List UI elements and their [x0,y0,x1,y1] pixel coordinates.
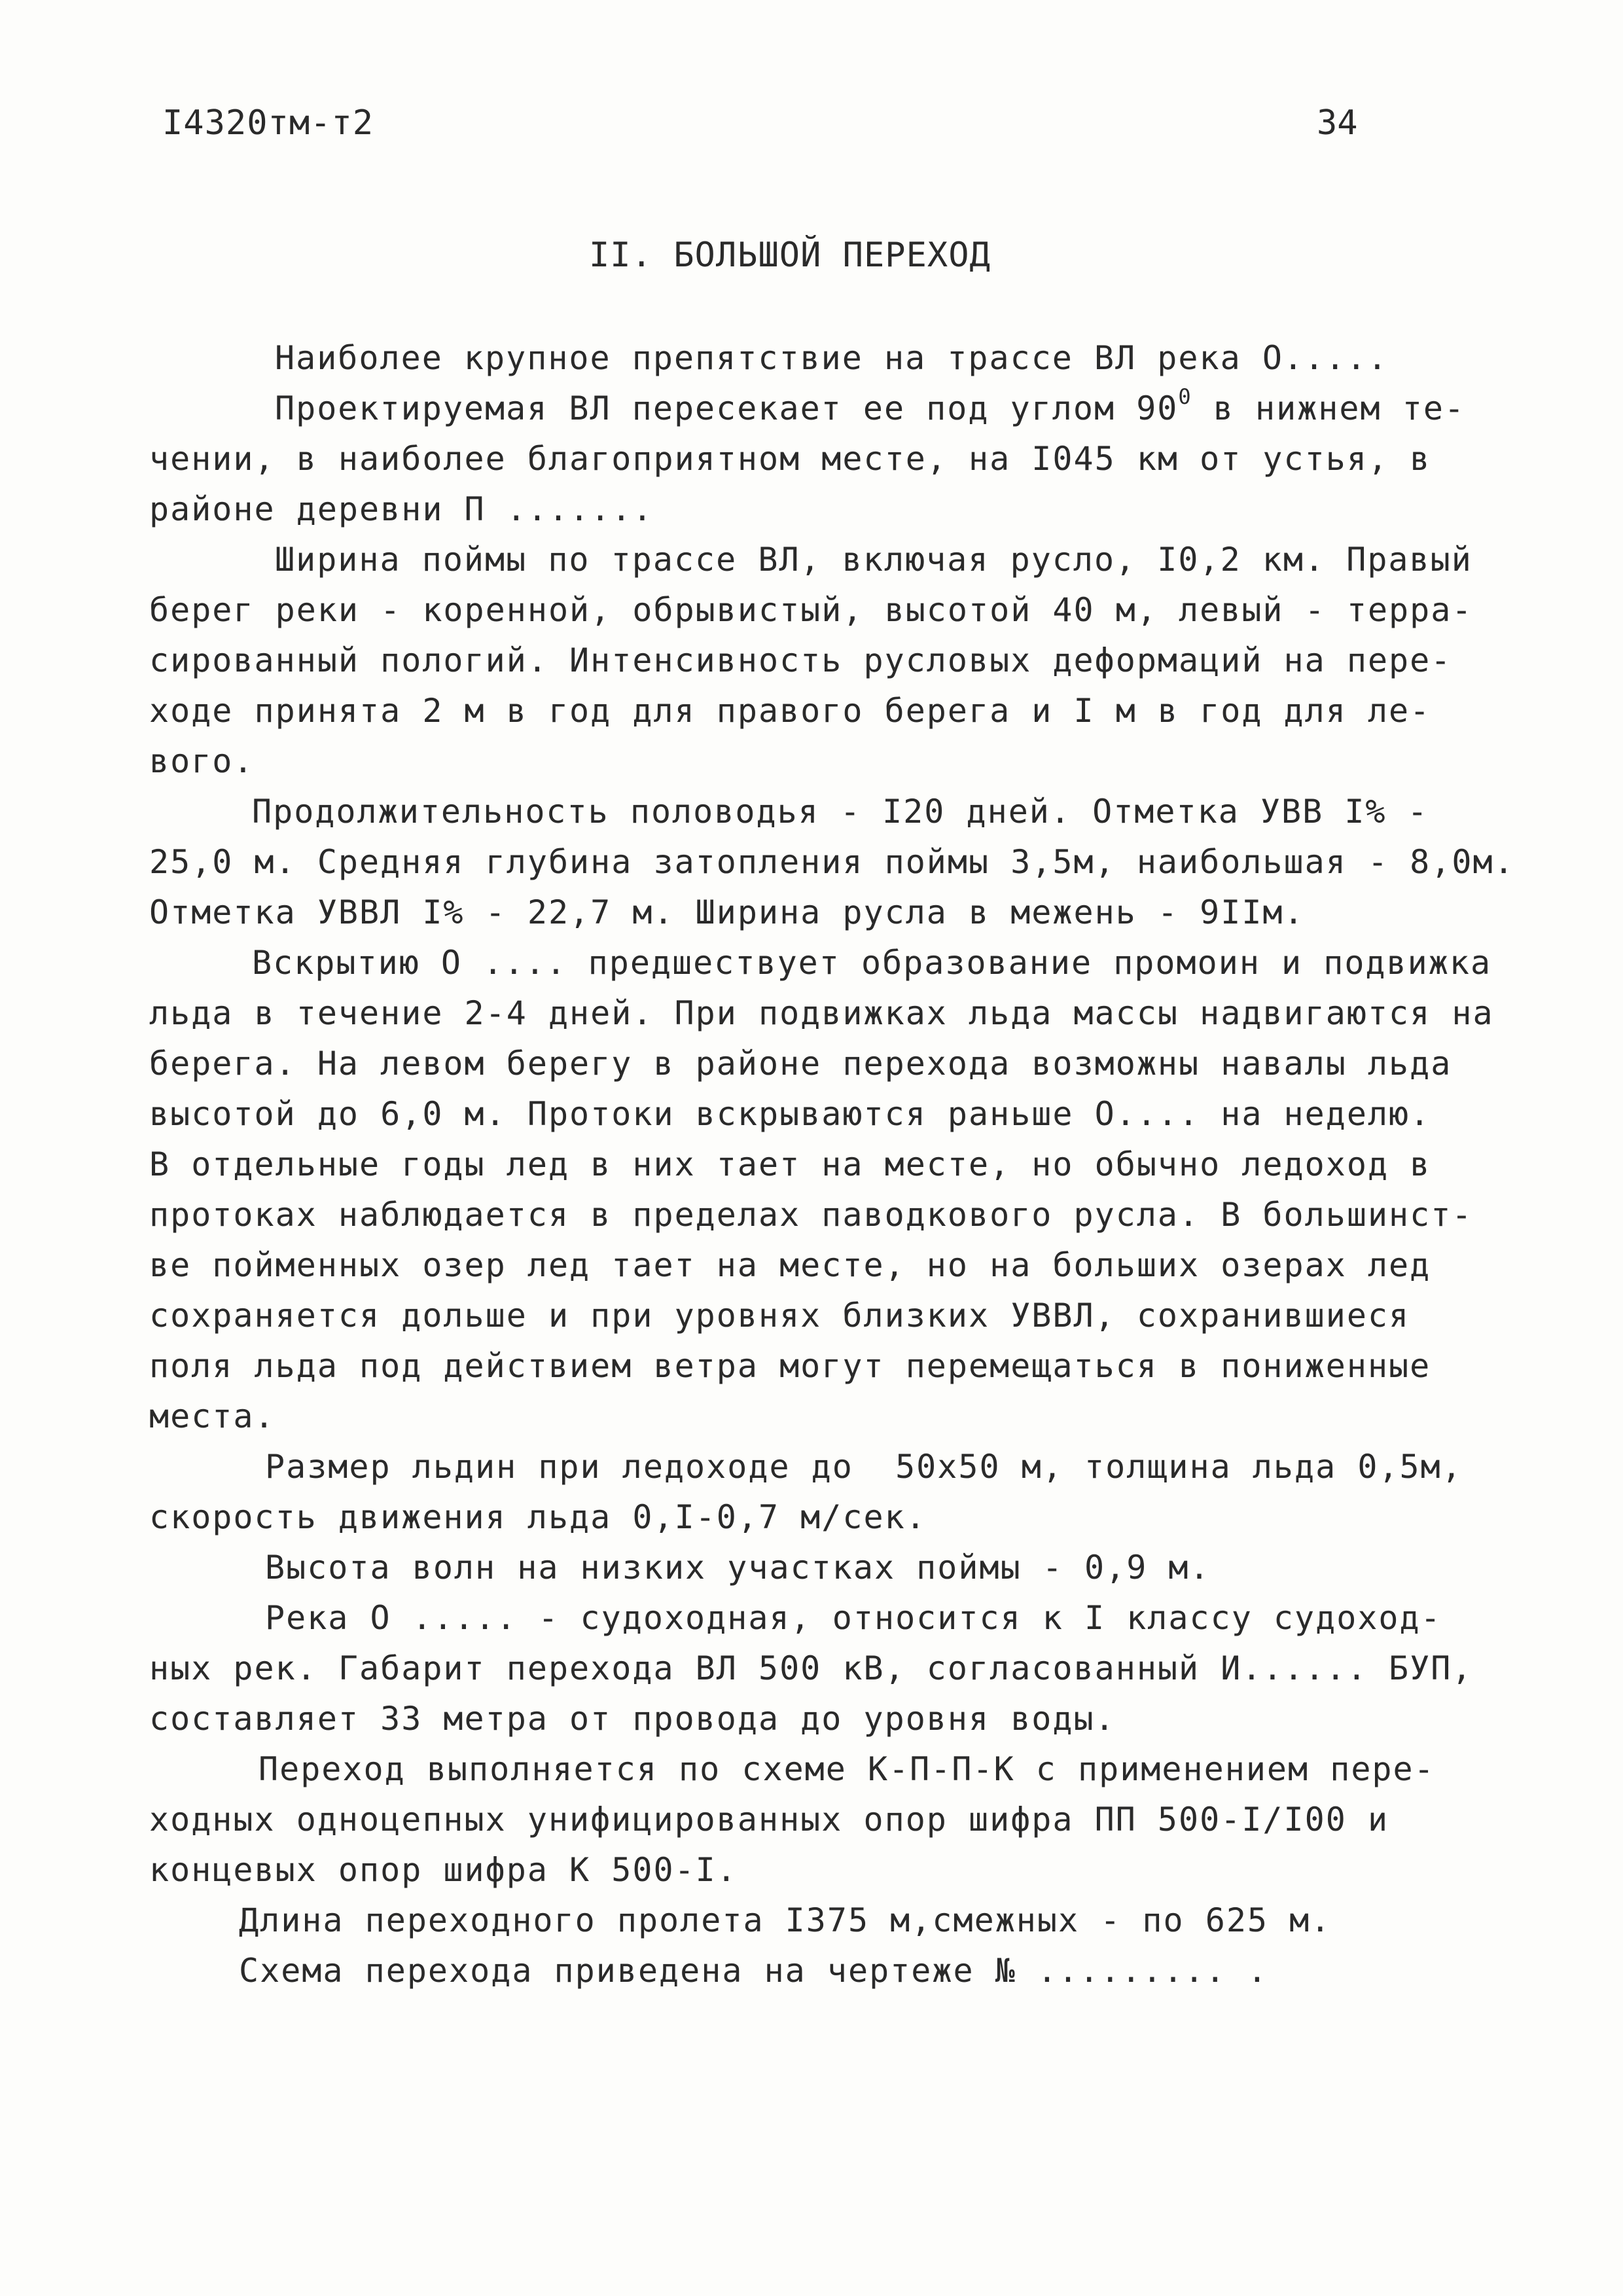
section-title: II. БОЛЬШОЙ ПЕРЕХОД [589,236,991,275]
text-line: Переход выполняется по схеме К-П-П-К с применением пере- [259,1750,1435,1788]
text-line: Вскрытию О .... предшествует образование промоин и подвижка [252,944,1492,982]
text-line: Схема перехода приведена на чертеже № ......... . [239,1952,1269,1990]
text-line: берег реки - коренной, обрывистый, высотой 40 м, левый - терра- [149,591,1473,629]
text-line: ходе принята 2 м в год для правого берега и I м в год для ле- [149,692,1431,730]
text-line: Отметка УВВЛ I% - 22,7 м. Ширина русла в межень - 9IIм. [149,893,1305,931]
text-line: Высота волн на низких участках поймы - 0,9 м. [265,1549,1211,1587]
text-line: сированный пологий. Интенсивность русловых деформаций на пере- [149,641,1452,679]
text-line: высотой до 6,0 м. Протоки вскрываются раньше О.... на неделю. [149,1095,1431,1133]
text-line: вого. [149,742,255,780]
text-line: 25,0 м. Средняя глубина затопления поймы 3,5м, наибольшая - 8,0м. [149,843,1515,881]
text-line: ходных одноцепных унифицированных опор шифра ПП 500-I/I00 и [149,1801,1389,1839]
text-line: берега. На левом берегу в районе перехода возможны навалы льда [149,1045,1452,1083]
text-line: Ширина поймы по трассе ВЛ, включая русло, I0,2 км. Правый [275,541,1472,579]
text-line: протоках наблюдается в пределах паводкового русла. В большинст- [149,1196,1473,1234]
page-number: 34 [1317,103,1358,143]
degree-mark: 0 [1178,384,1192,409]
text-line: поля льда под действием ветра могут перемещаться в пониженные [149,1347,1431,1385]
text-line: концевых опор шифра К 500-I. [149,1851,738,1889]
document-code: I4320тм-т2 [162,103,374,143]
text-line: сохраняется дольше и при уровнях близких УВВЛ, сохранившиеся [149,1297,1410,1335]
text-line: Река О ..... - судоходная, относится к I классу судоход- [265,1599,1442,1637]
text-line: составляет 33 метра от провода до уровня воды. [149,1700,1116,1738]
text-line: ве пойменных озер лед тает на месте, но на больших озерах лед [149,1246,1431,1284]
text-line: Проектируемая ВЛ пересекает ее под углом $90^0$ в нижнем те- [275,384,1466,427]
text-line: районе деревни П ....... [149,490,654,528]
text-line: скорость движения льда 0,I-0,7 м/сек. [149,1498,927,1536]
text-line: чении, в наиболее благоприятном месте, на I045 км от устья, в [149,440,1431,478]
text-line: В отдельные годы лед в них тает на месте, но обычно ледоход в [149,1145,1431,1183]
text-line: Продолжительность половодья - I20 дней. Отметка УВВ I% - [252,793,1429,831]
text-line: льда в течение 2-4 дней. При подвижках льда массы надвигаются на [149,994,1494,1032]
text-line: Длина переходного пролета I375 м,смежных - по 625 м. [239,1901,1332,1939]
text-line: места. [149,1397,276,1435]
text-line: Наиболее крупное препятствие на трассе ВЛ река О..... [275,339,1389,377]
text-line: Размер льдин при ледоходе до 50х50 м, толщина льда 0,5м, [265,1448,1463,1486]
text-line: ных рек. Габарит перехода ВЛ 500 кВ, согласованный И...... БУП, [149,1649,1473,1687]
